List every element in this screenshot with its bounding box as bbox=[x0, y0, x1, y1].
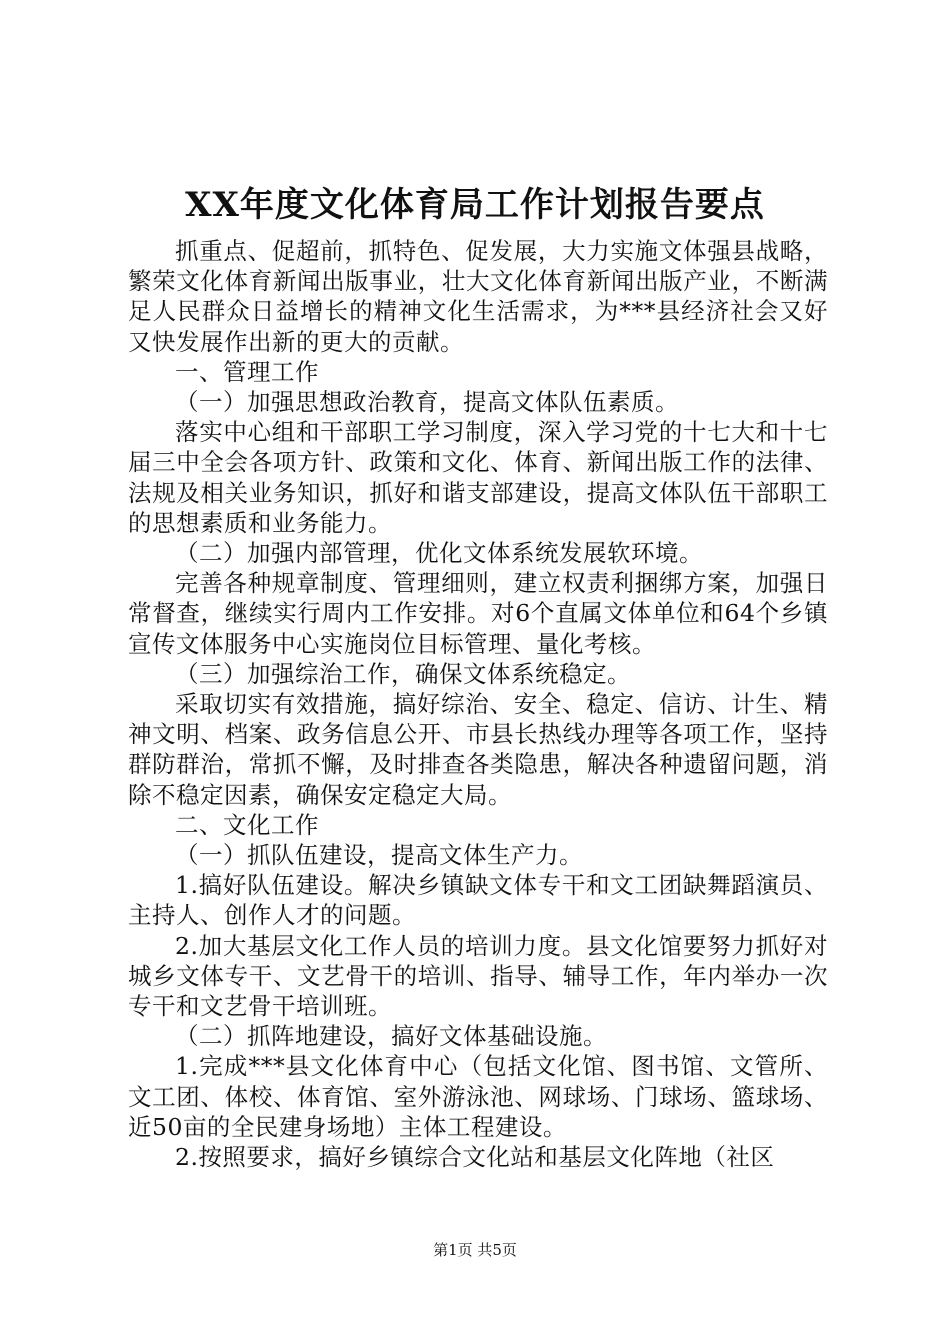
subsection-heading: （三）加强综治工作，确保文体系统稳定。 bbox=[175, 659, 631, 688]
list-item: 2.按照要求，搞好乡镇综合文化站和基层文化阵地（社区 bbox=[175, 1143, 775, 1172]
subsection-heading: （二）加强内部管理，优化文体系统发展软环境。 bbox=[175, 539, 703, 568]
section-heading-culture: 二、文化工作 bbox=[175, 810, 319, 839]
document-title: XX年度文化体育局工作计划报告要点 bbox=[185, 185, 765, 225]
paragraph: 落实中心组和干部职工学习制度，深入学习党的十七大和十七届三中全会各项方针、政策和文化、体育、新闻出版工作的法律、法规及相关业务知识，抓好和谐支部建设，提高文体队伍干部职工的思想素质和业务能力。 bbox=[128, 418, 828, 537]
section-heading-management: 一、管理工作 bbox=[175, 357, 319, 386]
list-item: 1.搞好队伍建设。解决乡镇缺文体专干和文工团缺舞蹈演员、主持人、创作人才的问题。 bbox=[128, 871, 828, 930]
subsection-heading: （一）加强思想政治教育，提高文体队伍素质。 bbox=[175, 388, 679, 417]
subsection-heading: （一）抓队伍建设，提高文体生产力。 bbox=[175, 841, 583, 870]
document-body bbox=[128, 236, 828, 1172]
paragraph: 完善各种规章制度、管理细则，建立权责利捆绑方案，加强日常督查，继续实行周内工作安排。对6个直属文体单位和64个乡镇宣传文体服务中心实施岗位目标管理、量化考核。 bbox=[128, 569, 828, 658]
list-item: 2.加大基层文化工作人员的培训力度。县文化馆要努力抓好对城乡文体专干、文艺骨干的培训、指导、辅导工作，年内举办一次专干和文艺骨干培训班。 bbox=[128, 931, 828, 1021]
subsection-heading: （二）抓阵地建设，搞好文体基础设施。 bbox=[175, 1022, 607, 1051]
paragraph: 采取切实有效措施，搞好综治、安全、稳定、信访、计生、精神文明、档案、政务信息公开、市县长热线办理等各项工作，坚持群防群治，常抓不懈，及时排查各类隐患，解决各种遗留问题，消除不稳定因素，确保安定稳定大局。 bbox=[128, 690, 828, 809]
page-footer: 第1页 共5页 bbox=[433, 1241, 517, 1259]
list-item: 1.完成***县文化体育中心（包括文化馆、图书馆、文管所、文工团、体校、体育馆、室外游泳池、网球场、门球场、篮球场、近50亩的全民建身场地）主体工程建设。 bbox=[128, 1052, 828, 1141]
paragraph-intro: 抓重点、促超前，抓特色、促发展，大力实施文体强县战略，繁荣文化体育新闻出版事业，壮大文化体育新闻出版产业，不断满足人民群众日益增长的精神文化生活需求，为***县经济社会又好又快发展作出新的更大的贡献。 bbox=[128, 237, 828, 356]
